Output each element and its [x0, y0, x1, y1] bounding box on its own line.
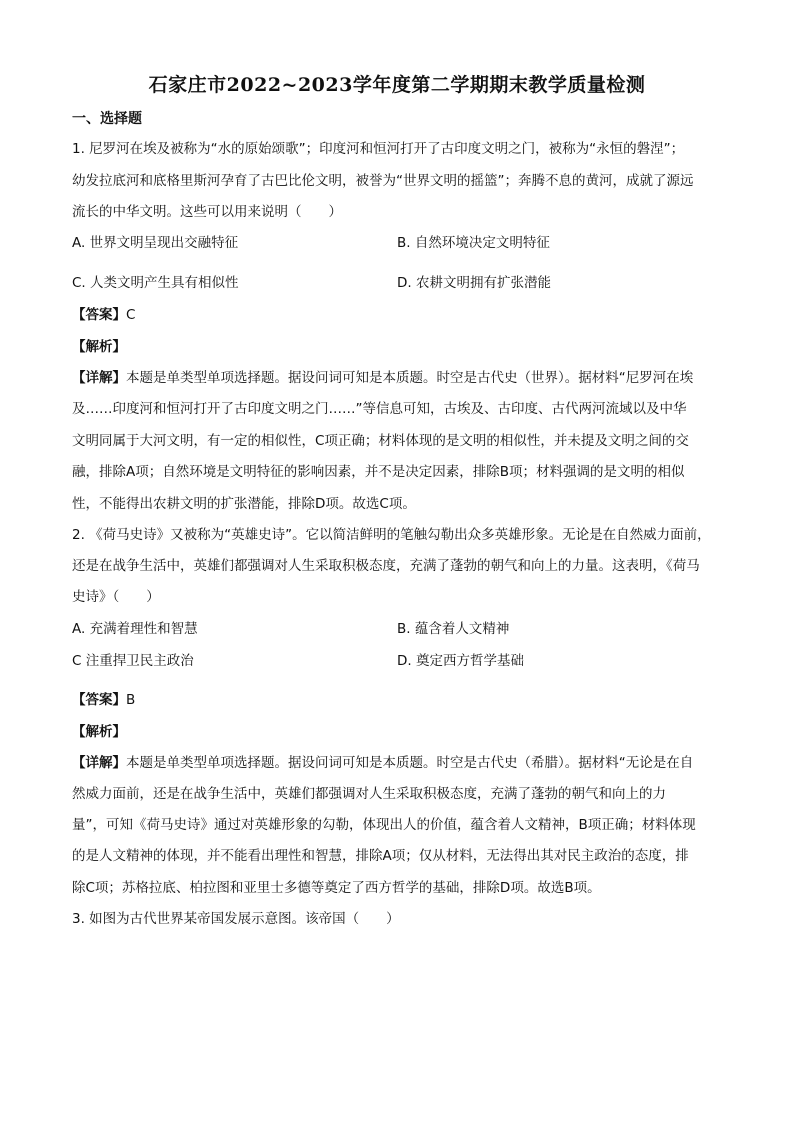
q1-stem-line: 幼发拉底河和底格里斯河孕育了古巴比伦文明，被誉为“世界文明的摇篮”；奔腾不息的黄河，成就了源远 — [72, 173, 694, 189]
q3-stem-line: 3. 如图为古代世界某帝国发展示意图。该帝国（ ） — [72, 911, 400, 927]
detail-text: 本题是单类型单项选择题。据设问词可知是本质题。时空是古代史（希腊）。据材料“无论是在自 — [126, 755, 694, 771]
q2-detail-line: 的是人文精神的体现，并不能看出理性和智慧，排除A项；仅从材料，无法得出其对民主政治的态度，排 — [72, 848, 689, 864]
answer-value: C — [126, 307, 136, 323]
q2-analysis-tag — [72, 722, 732, 742]
q2-option-c: C 注重捍卫民主政治 — [72, 653, 194, 669]
q1-detail-line: 性，不能得出农耕文明的扩张潜能，排除D项。故选C项。 — [72, 496, 416, 512]
q2-stem-line: 史诗》（ ） — [72, 589, 160, 605]
q1-option-a: A. 世界文明呈现出交融特征 — [72, 235, 239, 251]
answer-tag: 【答案】 — [72, 307, 126, 323]
q2-option-a: A. 充满着理性和智慧 — [72, 621, 198, 637]
q2-option-d: D. 奠定西方哲学基础 — [397, 653, 524, 669]
q1-stem-line: 流长的中华文明。这些可以用来说明（ ） — [72, 204, 342, 220]
q1-stem-line: 1. 尼罗河在埃及被称为“水的原始颂歌”；印度河和恒河打开了古印度文明之门，被称为“永恒的磐涅”； — [72, 141, 685, 157]
q1-option-c: C. 人类文明产生具有相似性 — [72, 275, 239, 291]
q1-detail-line: 及……印度河和恒河打开了古印度文明之门……”等信息可知，古埃及、古印度、古代两河流域以及中华 — [72, 401, 687, 417]
q2-option-b: B. 蕴含着人文精神 — [397, 621, 510, 637]
q1-option-b: B. 自然环境决定文明特征 — [397, 235, 550, 251]
q2-detail-line: 然威力面前，还是在战争生活中，英雄们都强调对人生采取积极态度，充满了蓬勃的朝气和向上的力 — [72, 786, 666, 802]
q2-stem-line: 还是在战争生活中，英雄们都强调对人生采取积极态度，充满了蓬勃的朝气和向上的力量。这表明，《荷马 — [72, 558, 700, 574]
detail-text: 本题是单类型单项选择题。据设问词可知是本质题。时空是古代史（世界）。据材料“尼罗河在埃 — [126, 370, 694, 386]
q1-answer — [72, 305, 732, 325]
section-heading: 一、选择题 — [72, 111, 142, 127]
q2-answer — [72, 690, 732, 710]
q2-detail-line: 除C项；苏格拉底、柏拉图和亚里士多德等奠定了西方哲学的基础，排除D项。故选B项。 — [72, 880, 601, 896]
page-title: 石家庄市2022~2023学年度第二学期期末教学质量检测 — [148, 74, 646, 96]
q1-detail-line: 融，排除A项；自然环境是文明特征的影响因素，并不是决定因素，排除B项；材料强调的是文明的相似 — [72, 464, 685, 480]
analysis-tag: 【解析】 — [72, 724, 126, 740]
q1-option-d: D. 农耕文明拥有扩张潜能 — [397, 275, 551, 291]
detail-tag: 【详解】 — [72, 755, 126, 771]
q2-detail-line: 量”，可知《荷马史诗》通过对英雄形象的勾勒，体现出人的价值，蕴含着人文精神，B项正确；材料体现 — [72, 817, 696, 833]
analysis-tag: 【解析】 — [72, 339, 126, 355]
q1-analysis-tag — [72, 337, 732, 357]
answer-value: B — [126, 692, 136, 708]
q2-detail-line — [72, 753, 732, 773]
q1-detail-line: 文明同属于大河文明，有一定的相似性，C项正确；材料体现的是文明的相似性，并未提及文明之间的交 — [72, 433, 689, 449]
answer-tag: 【答案】 — [72, 692, 126, 708]
q1-detail-line — [72, 368, 732, 388]
detail-tag: 【详解】 — [72, 370, 126, 386]
q2-stem-line: 2. 《荷马史诗》又被称为“英雄史诗”。它以简洁鲜明的笔触勾勒出众多英雄形象。无论是在自然威力面前， — [72, 527, 711, 543]
